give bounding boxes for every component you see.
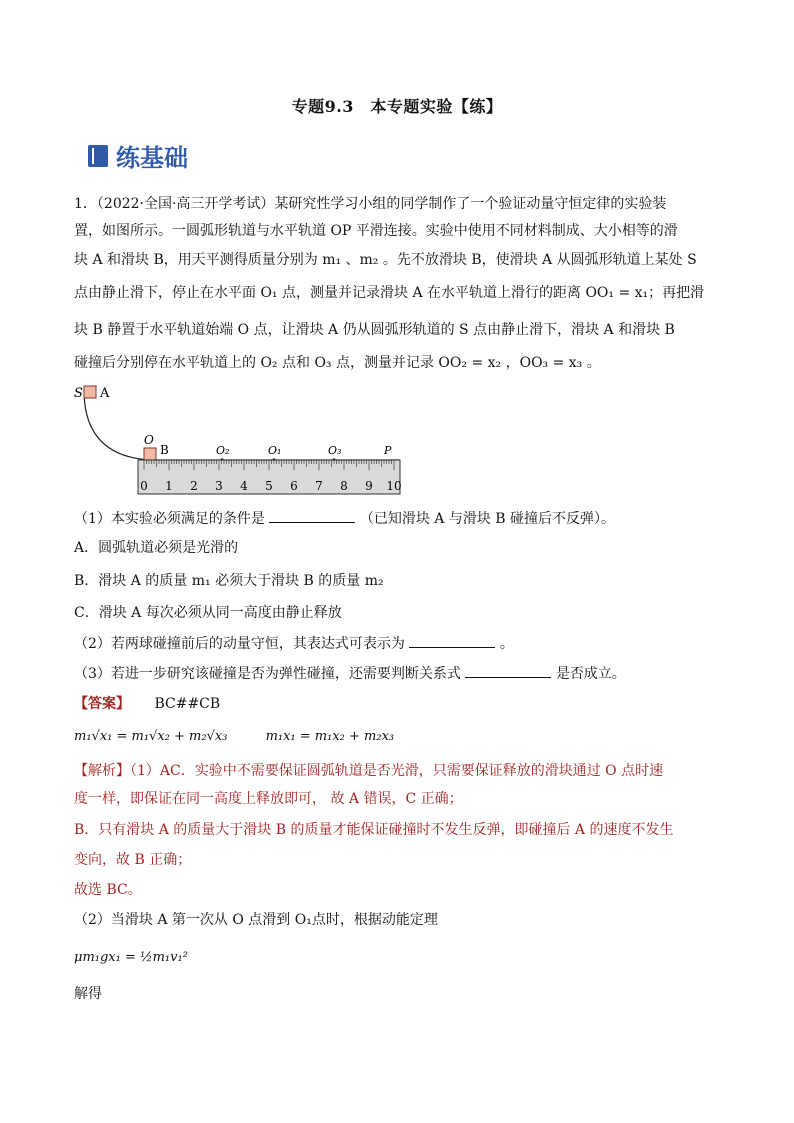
analysis-line-7: 解得 bbox=[74, 986, 102, 1002]
answer-blank-2[interactable] bbox=[409, 633, 495, 648]
page-title: 专题9.3 本专题实验【练】 bbox=[291, 97, 503, 116]
analysis-line-6: （2）当滑块 A 第一次从 O 点滑到 O₁点时，根据动能定理 bbox=[74, 912, 438, 928]
analysis-line-5: 故选 BC。 bbox=[74, 882, 142, 898]
experiment-figure bbox=[70, 384, 410, 502]
slider-b bbox=[144, 448, 156, 460]
option-c: C．滑块 A 每次必须从同一高度由静止释放 bbox=[74, 605, 342, 621]
answer-blank-3[interactable] bbox=[465, 663, 551, 678]
sub3-end: 是否成立。 bbox=[555, 666, 626, 682]
section-header bbox=[88, 138, 188, 173]
ruler-tick-label: 4 bbox=[240, 479, 248, 493]
sub3-text: （3）若进一步研究该碰撞是否为弹性碰撞，还需要判断关系式 bbox=[74, 666, 461, 682]
ruler-tick-label: 9 bbox=[365, 479, 373, 493]
label-o: O bbox=[144, 433, 154, 447]
sub-question-1 bbox=[74, 508, 724, 529]
answer-blank-1[interactable] bbox=[269, 508, 355, 523]
formula-momentum: m₁√x₁ = m₁√x₂ + m₂√x₃ bbox=[74, 729, 228, 744]
ruler-tick-label: 3 bbox=[215, 479, 223, 493]
option-b: B．滑块 A 的质量 m₁ 必须大于滑块 B 的质量 m₂ bbox=[74, 573, 384, 589]
ruler-tick-label: 1 bbox=[165, 479, 173, 493]
ruler-tick-label: 7 bbox=[315, 479, 323, 493]
sub1-note: （已知滑块 A 与滑块 B 碰撞后不反弹）。 bbox=[359, 511, 616, 527]
question-line-2: 置，如图所示。一圆弧形轨道与水平轨道 OP 平滑连接。实验中使用不同材料制成、大小相等的滑 bbox=[74, 223, 678, 239]
book-icon bbox=[88, 145, 108, 167]
sub1-text: （1）本实验必须满足的条件是 bbox=[74, 511, 265, 527]
ruler-tick-label: 2 bbox=[190, 479, 198, 493]
sub2-text: （2）若两球碰撞前后的动量守恒，其表达式可表示为 bbox=[74, 636, 405, 652]
label-a: A bbox=[100, 386, 110, 401]
answer-formulas bbox=[74, 727, 724, 747]
question-line-5: 块 B 静置于水平轨道始端 O 点，让滑块 A 仍从圆弧形轨道的 S 点由静止滑下，滑块 A 和滑块 B bbox=[74, 322, 675, 338]
sub-question-2 bbox=[74, 633, 724, 654]
ruler-tick-label: 8 bbox=[340, 479, 348, 493]
answer-value: BC##CB bbox=[154, 696, 221, 712]
formula-elastic: m₁x₁ = m₁x₂ + m₂x₃ bbox=[265, 729, 395, 744]
question-line-3: 块 A 和滑块 B，用天平测得质量分别为 m₁ 、m₂ 。先不放滑块 B，使滑块 A 从圆弧形轨道上某处 S bbox=[74, 252, 697, 268]
analysis-line-3: B．只有滑块 A 的质量大于滑块 B 的质量才能保证碰撞时不发生反弹，即碰撞后 A 的速度不发生 bbox=[74, 822, 674, 838]
section-title: 练基础 bbox=[116, 144, 188, 172]
sub-question-3 bbox=[74, 663, 724, 684]
ruler-tick-label: 10 bbox=[386, 479, 402, 493]
ruler-tick-label: 6 bbox=[290, 479, 298, 493]
ruler-tick-label: 0 bbox=[140, 479, 148, 493]
analysis-line-2: 度一样，即保证在同一高度上释放即可， 故 A 错误，C 正确； bbox=[74, 791, 463, 807]
label-b: B bbox=[160, 443, 169, 457]
label-o2: O₂ bbox=[216, 444, 230, 457]
track-path bbox=[84, 390, 400, 460]
ruler-tick-label: 5 bbox=[265, 479, 273, 493]
label-p: P bbox=[384, 444, 392, 457]
sub2-end: 。 bbox=[499, 636, 514, 652]
label-o3: O₃ bbox=[328, 444, 342, 457]
analysis-line-1: 【解析】（1）AC．实验中不需要保证圆弧轨道是否光滑，只需要保证释放的滑块通过 O 点时速 bbox=[74, 763, 664, 779]
kinetic-energy-formula: μm₁gx₁ = ½m₁v₁² bbox=[74, 950, 188, 965]
question-line-4: 点由静止滑下，停止在水平面 O₁ 点，测量并记录滑块 A 在水平轨道上滑行的距离 OO₁ = x₁；再把滑 bbox=[74, 285, 705, 301]
question-line-1: 1．（2022·全国·高三开学考试）某研究性学习小组的同学制作了一个验证动量守恒定律的实验装 bbox=[74, 196, 667, 212]
label-o1: O₁ bbox=[268, 444, 282, 457]
answer-line bbox=[74, 694, 724, 714]
answer-label: 【答案】 bbox=[74, 696, 130, 712]
analysis-line-4: 变向，故 B 正确； bbox=[74, 852, 192, 868]
label-s: S bbox=[74, 386, 83, 401]
option-a: A．圆弧轨道必须是光滑的 bbox=[74, 540, 239, 556]
question-line-6: 碰撞后分别停在水平轨道上的 O₂ 点和 O₃ 点，测量并记录 OO₂ = x₂ ，OO₃ = x₃ 。 bbox=[74, 355, 601, 371]
slider-a bbox=[84, 386, 96, 398]
